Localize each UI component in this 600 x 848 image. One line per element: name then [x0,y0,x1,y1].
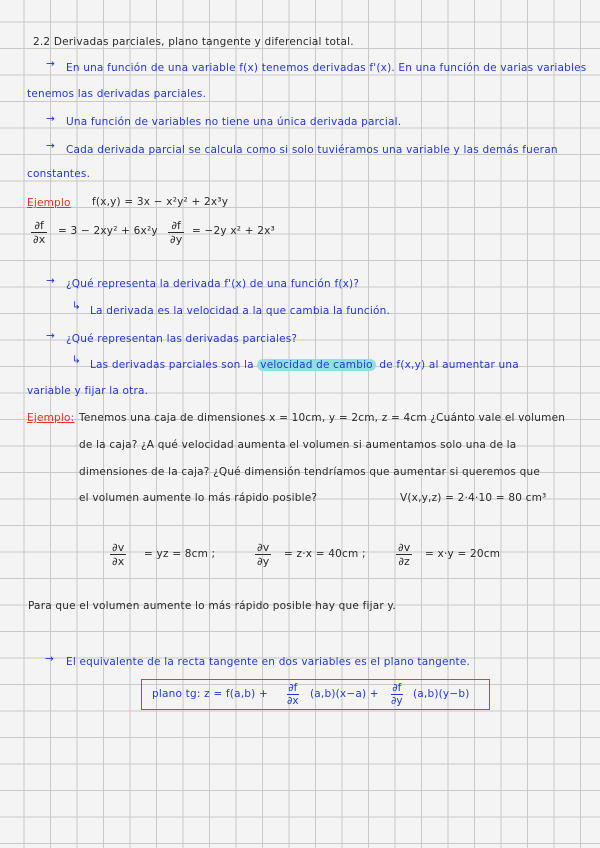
tangent-formula-lhs: plano tg: z = f(a,b) + [152,688,268,700]
dv-dy-result: = z·x = 40cm ; [284,548,366,560]
df-dy-fraction [168,219,184,246]
paragraph-3-line-2: constantes. [27,168,91,180]
paragraph-2: Una función de variables no tiene una única derivada parcial. [66,116,402,128]
dv-dz-fraction [396,541,412,568]
dv-dx-numerator: ∂v [112,541,125,554]
paragraph-1-line-2: tenemos las derivadas parciales. [27,88,207,100]
arrow-icon: → [45,653,54,665]
tangent-fx-denominator: ∂x [287,695,299,707]
tangent-fx-rest: (a,b)(x−a) + [310,688,379,700]
dv-dx-denominator: ∂x [112,555,125,568]
answer-2-line-2: variable y fijar la otra. [27,385,149,397]
tangent-statement: El equivalente de la recta tangente en dos variables es el plano tangente. [66,656,471,668]
example-2-line-3: dimensiones de la caja? ¿Qué dimensión tendríamos que aumentar si queremos que [79,466,540,478]
dv-dx-fraction [110,541,126,568]
example-1-function: f(x,y) = 3x − x²y² + 2x³y [92,196,229,208]
answer-2-post: de f(x,y) al aumentar una [379,359,519,371]
hook-arrow-icon: ↳ [72,354,81,366]
dv-dy-numerator: ∂v [257,541,270,554]
tangent-fy-numerator: ∂f [392,682,402,694]
dv-dy-denominator: ∂y [257,555,270,568]
arrow-icon: → [46,58,55,70]
arrow-icon: → [46,140,55,152]
answer-1: La derivada es la velocidad a la que cambia la función. [90,305,391,317]
df-dy-numerator: ∂f [171,219,181,232]
dv-dy-fraction [255,541,271,568]
question-1: ¿Qué representa la derivada f'(x) de una función f(x)? [66,278,360,290]
example-2-line-1: Tenemos una caja de dimensiones x = 10cm, y = 2cm, z = 4cm ¿Cuánto vale el volumen [79,412,566,424]
dv-dz-result: = x·y = 20cm [425,548,501,560]
volume-formula: V(x,y,z) = 2·4·10 = 80 cm³ [400,492,547,504]
tangent-fy-rest: (a,b)(y−b) [413,688,470,700]
arrow-icon: → [46,113,55,125]
tangent-fx-fraction [287,682,299,707]
df-dx-fraction [31,219,47,246]
dv-dz-denominator: ∂z [398,555,410,568]
dv-dx-result: = yz = 8cm ; [144,548,216,560]
arrow-icon: → [46,275,55,287]
tangent-fx-numerator: ∂f [288,682,298,694]
example-1-label: Ejemplo [27,197,71,209]
tangent-fy-fraction [391,682,403,707]
example-2-line-4: el volumen aumente lo más rápido posible? [79,492,318,504]
dv-dz-numerator: ∂v [398,541,411,554]
hook-arrow-icon: ↳ [72,300,81,312]
answer-2-pre: Las derivadas parciales son la [90,359,254,371]
example-2-label: Ejemplo: [27,412,75,424]
df-dx-result: = 3 − 2xy² + 6x²y [58,225,158,237]
df-dx-denominator: ∂x [33,233,46,246]
example-2-conclusion: Para que el volumen aumente lo más rápido posible hay que fijar y. [28,600,396,612]
paragraph-1-line-1: En una función de una variable f(x) tenemos derivadas f'(x). En una función de varias variables [66,62,587,74]
df-dy-result: = −2y x² + 2x³ [192,225,275,237]
arrow-icon: → [46,330,55,342]
answer-2-line-1 [90,358,519,372]
answer-2-highlight: velocidad de cambio [257,359,376,371]
df-dx-numerator: ∂f [34,219,44,232]
question-2: ¿Qué representan las derivadas parciales? [66,333,298,345]
tangent-fy-denominator: ∂y [391,695,403,707]
paragraph-3-line-1: Cada derivada parcial se calcula como si solo tuviéramos una variable y las demás fueran [66,144,558,156]
example-2-line-2: de la caja? ¿A qué velocidad aumenta el volumen si aumentamos solo una de la [79,439,517,451]
df-dy-denominator: ∂y [170,233,183,246]
section-heading: 2.2 Derivadas parciales, plano tangente y diferencial total. [33,36,354,48]
